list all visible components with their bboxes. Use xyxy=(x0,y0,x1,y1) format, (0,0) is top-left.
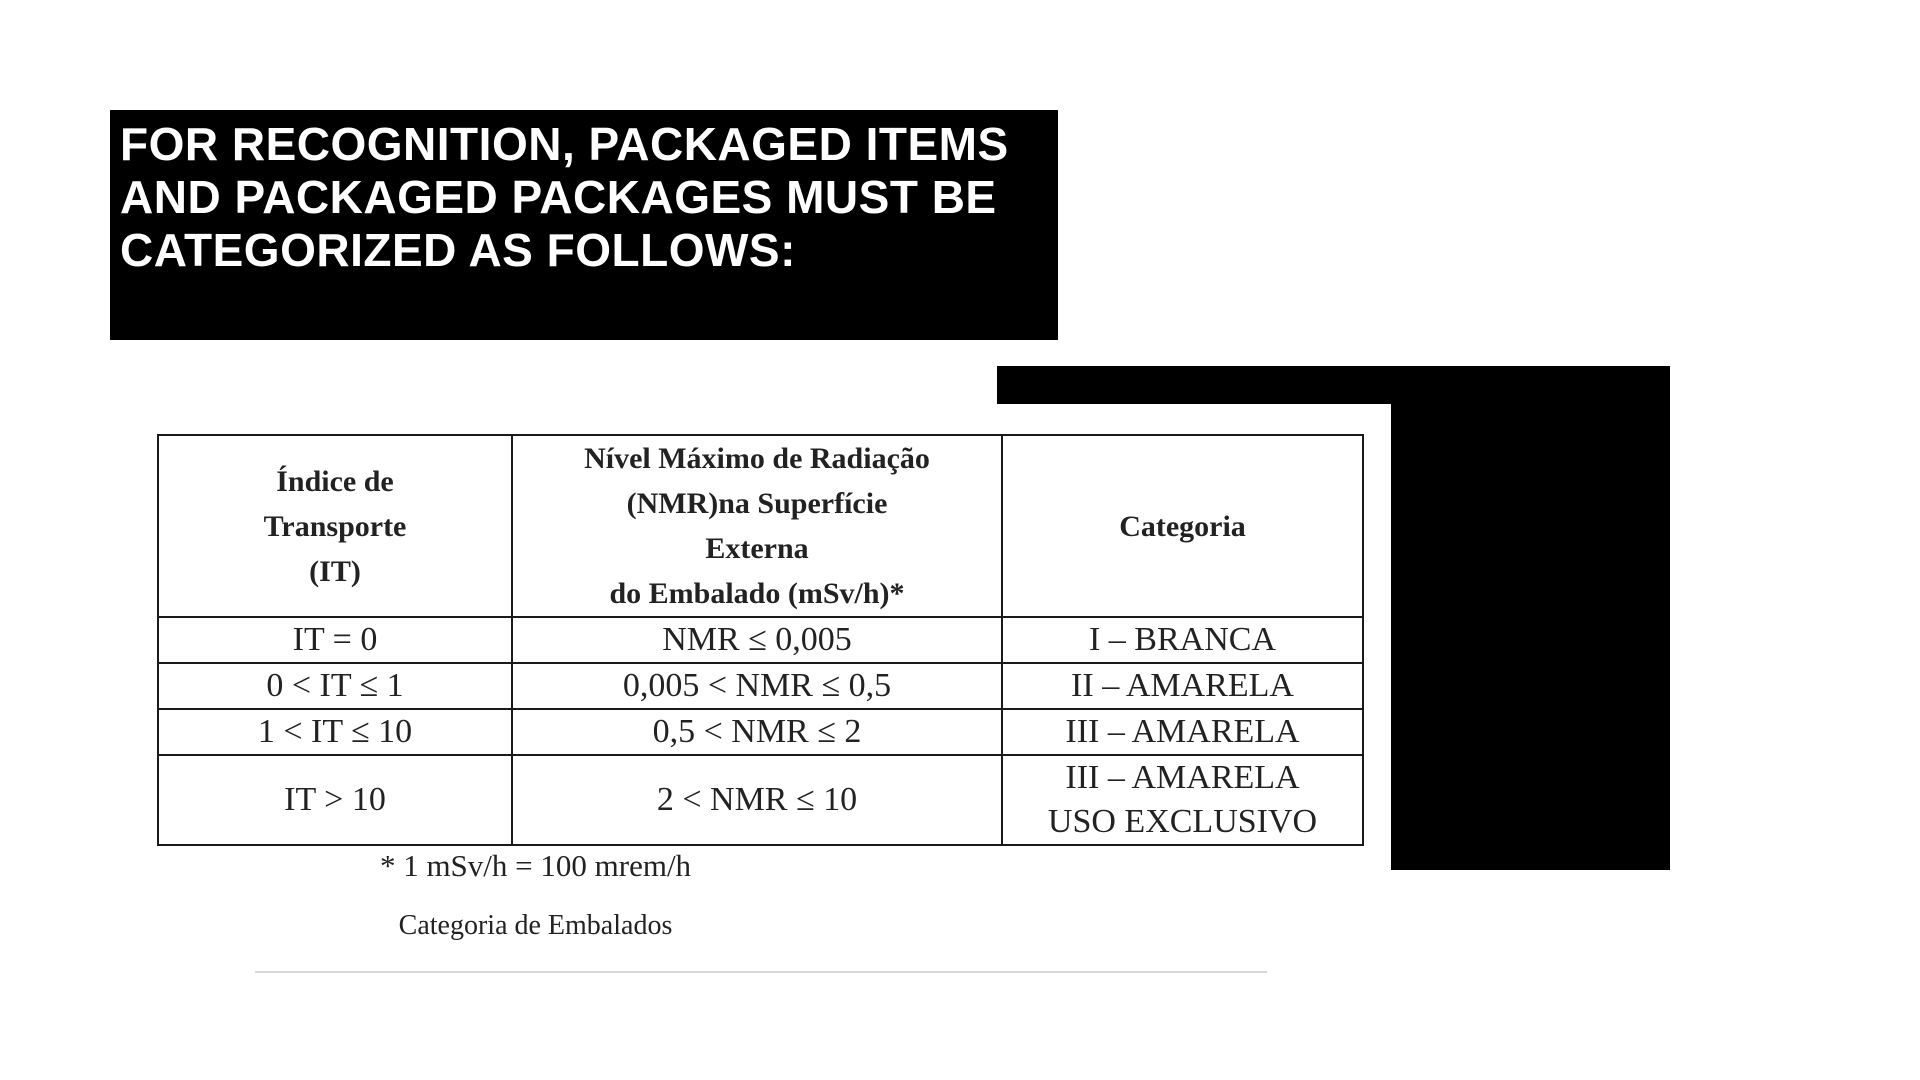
cell-nmr: 0,005 < NMR ≤ 0,5 xyxy=(512,663,1002,709)
header-line: Índice de xyxy=(276,464,394,498)
cell-categoria xyxy=(1002,709,1363,755)
decorative-black-block-right xyxy=(1391,366,1670,870)
cell-nmr: 2 < NMR ≤ 10 xyxy=(512,755,1002,845)
cell-categoria xyxy=(1002,663,1363,709)
caption-divider xyxy=(255,971,1267,973)
categoria-line: III – AMARELA xyxy=(1065,713,1300,750)
table-caption: Categoria de Embalados xyxy=(398,910,673,941)
header-indice-transporte xyxy=(158,435,512,617)
table-row xyxy=(158,709,1363,755)
cell-it: IT = 0 xyxy=(158,617,512,663)
cell-categoria xyxy=(1002,617,1363,663)
table-footnote: * 1 mSv/h = 100 mrem/h xyxy=(379,848,692,883)
header-line: (NMR)na Superfície xyxy=(626,487,888,520)
table-figure xyxy=(157,434,1362,942)
category-table xyxy=(157,434,1364,846)
cell-it: IT > 10 xyxy=(158,755,512,845)
categoria-line: USO EXCLUSIVO xyxy=(1047,803,1318,840)
cell-categoria xyxy=(1002,755,1363,845)
cell-it: 1 < IT ≤ 10 xyxy=(158,709,512,755)
categoria-line: I – BRANCA xyxy=(1088,621,1277,658)
header-line: Categoria xyxy=(1119,509,1246,543)
header-line: (IT) xyxy=(309,554,361,588)
header-line: Transporte xyxy=(263,509,407,543)
table-row xyxy=(158,617,1363,663)
cell-nmr: NMR ≤ 0,005 xyxy=(512,617,1002,663)
table-row xyxy=(158,755,1363,845)
table-header-row xyxy=(158,435,1363,617)
table-row xyxy=(158,663,1363,709)
cell-nmr: 0,5 < NMR ≤ 2 xyxy=(512,709,1002,755)
header-line: do Embalado (mSv/h)* xyxy=(609,577,905,610)
header-line: Externa xyxy=(705,532,809,565)
cell-it: 0 < IT ≤ 1 xyxy=(158,663,512,709)
slide-title: FOR RECOGNITION, PACKAGED ITEMS AND PACKAGED PACKAGES MUST BE CATEGORIZED AS FOLLOWS: xyxy=(120,118,1009,276)
header-line: Nível Máximo de Radiação xyxy=(584,442,930,475)
header-nivel-maximo-radiacao xyxy=(512,435,1002,617)
header-categoria xyxy=(1002,435,1363,617)
slide-title-box xyxy=(110,110,1058,340)
categoria-line: II – AMARELA xyxy=(1071,667,1294,704)
categoria-line: III – AMARELA xyxy=(1065,759,1300,796)
